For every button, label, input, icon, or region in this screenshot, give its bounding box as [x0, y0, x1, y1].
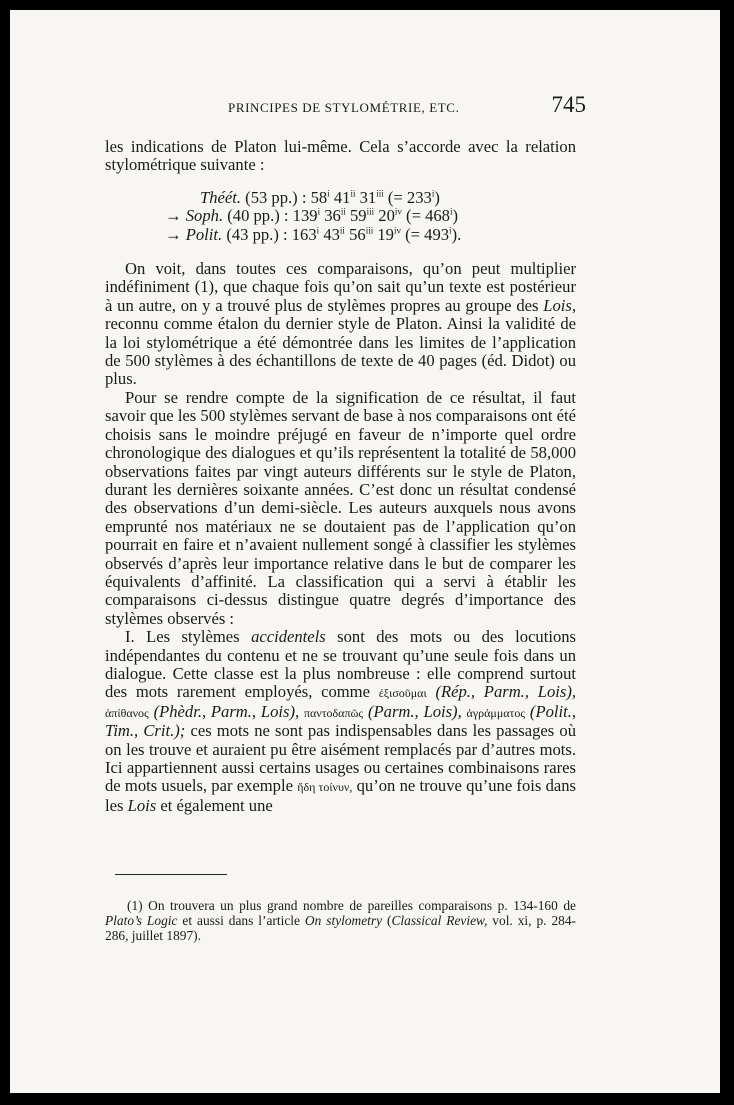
formula-line-politique: → Polit. (43 pp.) : 163$^i$ 43$^{ii}$ 56$^{iii}$ 19$^{iv}$ (= $493^i$). [165, 224, 462, 244]
formula-line-theetete: Théét. (53 pp.) : 58$^i$ 41$^{ii}$ 31$^{iii}$ (= $233^i$) [200, 187, 440, 207]
arrow-icon: → [165, 224, 186, 244]
footnote-1: (1) On trouvera un plus grand nombre de pareilles comparaisons p. 134-160 de Plato’s Logic et aussi dans l’article On stylometry (Classical Review, vol. xi, p. 284-286, juillet 1897). [105, 898, 577, 944]
main-text [105, 138, 576, 815]
page-number: 745 [551, 92, 586, 117]
page-header [10, 92, 720, 120]
paragraph-stylemes-accidentels: I. Les stylèmes accidentels sont des mots ou des locutions indépendantes du contenu et ne se trouvant qu’une seule fois dans un dialogue. Cette classe est la plus nombreuse : elle comprend surtout des mots rarement employés, comme ἐξισοῦμαι (Rép., Parm., Lois), ἀπίθανος (Phèdr., Parm., Lois), παντοδαπῶς (Parm., Lois), ἀγράμματος (Polit., Tim., Crit.); ces mots ne sont pas indispensables dans les passages où on les trouve et auraient pu être aisément remplacés par d’autres mots. Ici appartiennent aussi certains usages ou certaines combinaisons rares de mots usuels, par exemple ἤδη τοίνυν, qu’on ne trouve qu’une fois dans les Lois et également une [105, 627, 577, 815]
stylometric-formula [105, 189, 576, 244]
footnote-divider [115, 874, 227, 875]
book-page [10, 10, 720, 1093]
intro-paragraph: les indications de Platon lui-même. Cela s’accorde avec la relation stylométrique suivante : [105, 137, 576, 175]
paragraph-on-voit: On voit, dans toutes ces comparaisons, qu’on peut multiplier indéfiniment (1), que chaque fois qu’on sait qu’un texte est postérieur à un autre, on y a trouvé plus de stylèmes propres au groupe des Lois, reconnu comme étalon du dernier style de Platon. Ainsi la validité de la loi stylométrique a été démontrée dans les limites de l’application de 500 stylèmes à des échantillons de texte de 40 pages (éd. Didot) ou plus. [105, 259, 576, 389]
footnote [105, 898, 576, 944]
formula-line-sophiste: → Soph. (40 pp.) : 139$^i$ 36$^{ii}$ 59$^{iii}$ 20$^{iv}$ (= $468^i$) [165, 206, 459, 226]
paragraph-signification: Pour se rendre compte de la signification de ce résultat, il faut savoir que les 500 stylèmes servant de base à nos comparaisons ont été choisis sans le moindre préjugé en faveur de n’importe quel ordre chronologique des dialogues et qu’ils représentent la totalité de 58,000 observations faites par vingt auteurs différents sur le style de Platon, durant les dernières soixante années. C’est donc un résultat condensé des observations d’un demi-siècle. Les auteurs auxquels nous avons emprunté nos matériaux ne se doutaient pas de l’application qu’on pourrait en faire et n’avaient nullement songé à classifier les stylèmes observés d’après leur importance relative dans le but de comparer les équivalents d’affinité. La classification qui a servi à établir les comparaisons ci-dessus distingue quatre degrés d’importance des stylèmes observés : [105, 387, 576, 628]
running-title: PRINCIPES DE STYLOMÉTRIE, ETC. [228, 100, 460, 115]
arrow-icon: → [165, 206, 186, 226]
